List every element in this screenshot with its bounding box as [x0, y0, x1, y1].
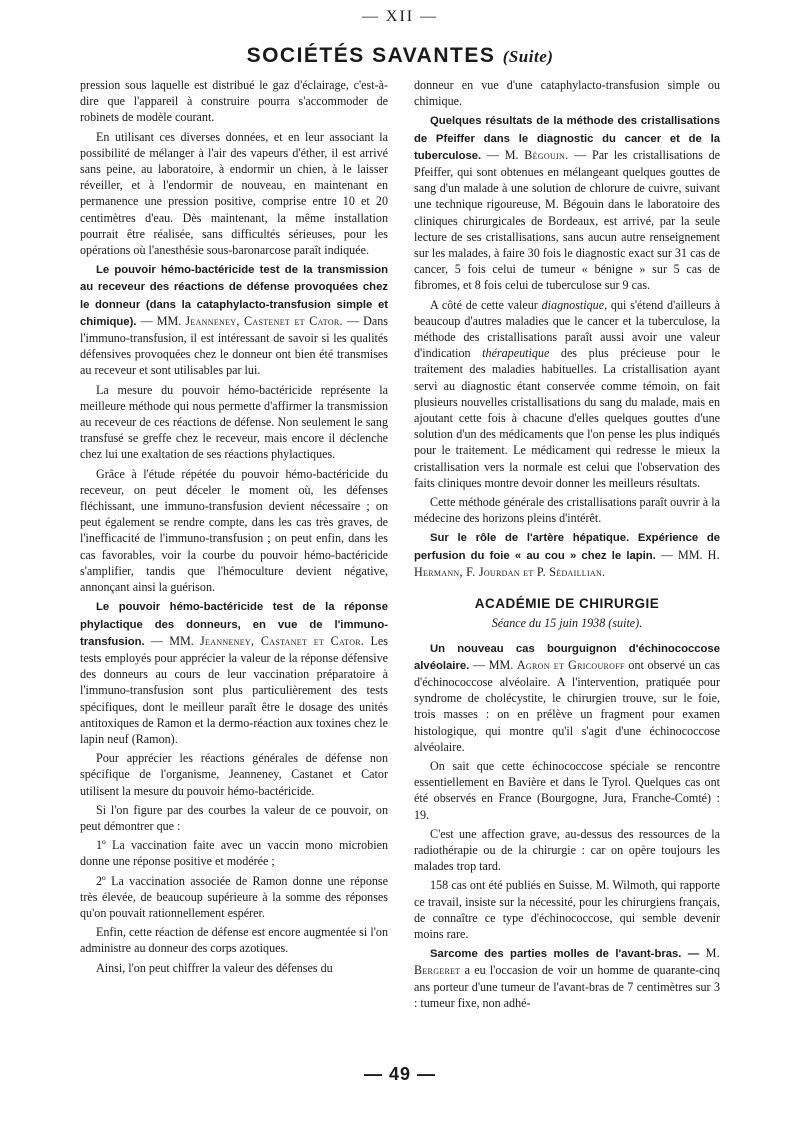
section-title: Sur le rôle de l'artère hépatique. Expérience de perfusion du foie « au cou » chez le lapin.: [414, 532, 720, 562]
authors: Jeanneney, Castanet et Cator.: [200, 633, 365, 648]
paragraph: En utilisant ces diverses données, et en leur associant la possibilité de mélanger à l'air des vapeurs d'éther, il est arrivé sans peine, au laboratoire, à endormir un chien, à le laisser réveiller, et à l'endormir de nouveau, en maintenant en permanence une pression positive, comprise entre 10 et 20 centimètres d'eau. Dès maintenant, la même installation pourrait être réalisée, sans difficultés sérieuses, pour les opérations où l'anesthésie sous-baronarcose paraît indiquée.: [80, 129, 388, 258]
paragraph: Cette méthode générale des cristallisations paraît ouvrir à la médecine des horizons pleins d'intérêt.: [414, 495, 720, 526]
running-title-suite: (Suite): [502, 47, 554, 66]
authors: H. Hermann, F. Jourdan et P. Sédaillian.: [414, 547, 720, 579]
page-number: — 49 —: [363, 1064, 437, 1084]
running-title: [0, 44, 800, 68]
paragraph: Grâce à l'étude répétée du pouvoir hémo-bactéricide du receveur, on peut déceler le moment où, les défenses fléchissant, une immuno-transfusion devient nécessaire ; on peut également se rendre compte, dans les cas très graves, de l'inefficacité de l'immuno-transfusion ; on peut enfin, dans les cas favorables, voir la courbe du pouvoir hémo-bactéricide s'amplifier, tandis que l'hémoculture devient négative, annonçant ainsi la guérison.: [80, 466, 388, 595]
page-roman-numeral: — XII —: [361, 8, 439, 25]
communication-hemo-bactericide-donneurs: Le pouvoir hémo-bactéricide test de la réponse phylactique des donneurs, en vue de l'immuno-transfusion. — MM. Jeanneney, Castanet et Cator. Les tests employés pour apprécier la valeur de la réponse défensive des donneurs au cours de leur vaccination préparatoire à l'immuno-transfusion sont plus particulièrement des tests spécifiques, dont le meilleur paraît être le dosage des unités antitoxiques de Ramon et la dermo-réaction aux toxines chez le lapin neuf (Ramon).: [80, 601, 388, 746]
section-title: Le pouvoir hémo-bactéricide test de la transmission au receveur des réactions de défense provoquées chez le donneur (dans la cataphylacto-transfusion simple et chimique).: [80, 264, 388, 328]
list-item: 1º La vaccination faite avec un vaccin mono microbien donne une réponse positive et modérée ;: [80, 838, 388, 869]
section-title: Quelques résultats de la méthode des cristallisations de Pfeiffer dans le diagnostic du cancer et de la tuberculose.: [414, 115, 720, 162]
paragraph: pression sous laquelle est distribué le gaz d'éclairage, c'est-à-dire que l'appareil à construire pourra s'accommoder de robinets de modèle courant.: [80, 78, 388, 125]
section-title: Sarcome des parties molles de l'avant-bras.: [430, 948, 682, 961]
paragraph: Enfin, cette réaction de défense est encore augmentée si l'on administre au donneur des corps azotiques.: [80, 925, 388, 956]
paragraph: On sait que cette échinococcose spéciale se rencontre essentiellement en Bavière et dans le Tyrol. Quelques cas ont été observés en France (Bourgogne, Jura, Franche-Comté) : 19.: [414, 758, 720, 822]
paragraph: Pour apprécier les réactions générales de défense non spécifique de l'organisme, Jeanneney, Castanet et Cator utilisent la mesure du pouvoir hémo-bactéricide.: [80, 751, 388, 798]
authors: Jeanneney, Castenet et Cator.: [185, 313, 343, 328]
paragraph: donneur en vue d'une cataphylacto-transfusion simple ou chimique.: [414, 78, 720, 109]
communication-sarcome: Sarcome des parties molles de l'avant-bras. — M. Bergeret a eu l'occasion de voir un homme de quarante-cinq ans porteur d'une tumeur de l'avant-bras de 7 centimètres sur 3 : tumeur fixe, non adhé-: [414, 946, 720, 1010]
communication-echinococcose: Un nouveau cas bourguignon d'échinococcose alvéolaire. — MM. Agron et Gricouroff ont observé un cas d'échinococcose alvéolaire. A l'intervention, pratiquée pour syndrome de cholécystite, le chirurgien trouve, sur le foie, trois masses : on en prélève un fragment pour examen histologique, qui montre qu'il s'agit d'une échinococcose alvéolaire.: [414, 642, 720, 754]
section-title: Un nouveau cas bourguignon d'échinococcose alvéolaire.: [414, 642, 720, 672]
running-title-main: SOCIÉTÉS SAVANTES: [246, 44, 496, 67]
list-item: 2º La vaccination associée de Ramon donne une réponse très élevée, de beaucoup supérieure à la somme des réponses qu'on pouvait rationnellement espérer.: [80, 873, 388, 920]
communication-hemo-bactericide-receveur: Le pouvoir hémo-bactéricide test de la transmission au receveur des réactions de défense provoquées chez le donneur (dans la cataphylacto-transfusion simple et chimique). — MM. Jeanneney, Castenet et Cator. — Dans l'immuno-transfusion, il est intéressant de savoir si les qualités défensives provoquées chez le donneur ont bien été transmises au receveur et sont utilisables par lui.: [80, 264, 388, 378]
authors: Bégouin.: [524, 147, 569, 162]
paragraph: Ainsi, l'on peut chiffrer la valeur des défenses du: [96, 960, 333, 975]
communication-cristallisations-pfeiffer: Quelques résultats de la méthode des cristallisations de Pfeiffer dans le diagnostic du cancer et de la tuberculose. — M. Bégouin. — Par les cristallisations de Pfeiffer, qui sont obtenues en mélangeant quelques gouttes de sang d'un malade à une solution de chlorure de cuivre, suivant une technique rigoureuse, M. Bégouin dans le laboratoire des cliniques chirurgicales de Bordeaux, est arrivé, par la seule lecture de ses cristallisations, sans aucun autre renseignement sur les malades, à faire 30 fois le diagnostic exact sur 31 cas de cancer, 5 fois celui de tumeur « bénigne » sur 5 cas de fibromes, et 8 fois celui de tuberculose sur 9 cas.: [414, 115, 720, 293]
right-column: [414, 77, 720, 1014]
left-column: [80, 77, 388, 979]
academie-heading: ACADÉMIE DE CHIRURGIE: [474, 596, 660, 612]
paragraph: Si l'on figure par des courbes la valeur de ce pouvoir, on peut démontrer que :: [80, 802, 388, 833]
authors: M. Bergeret: [414, 946, 720, 978]
seance-date: Séance du 15 juin 1938 (suite).: [491, 616, 643, 631]
paragraph: 158 cas ont été publiés en Suisse. M. Wilmoth, qui rapporte ce travail, insiste sur la nécessité, pour les chirurgiens français, de connaître ce type d'échinococcose, qui semble devenir moins rare.: [414, 878, 720, 941]
authors: Agron et Gricouroff: [516, 657, 625, 672]
paragraph: C'est une affection grave, au-dessus des ressources de la radiothérapie ou de la chirurgie : car on opère toujours les malades trop tard.: [414, 826, 720, 874]
section-title: Le pouvoir hémo-bactéricide test de la réponse phylactique des donneurs, en vue de l'immuno-transfusion.: [80, 601, 388, 648]
paragraph: A côté de cette valeur diagnostique, qui s'étend d'ailleurs à beaucoup d'autres maladies que le cancer et la tuberculose, la méthode des cristallisations paraît aussi avoir une valeur d'indication thérapeutique des plus précieuse pour le traitement des maladies habituelles. La cristallisation ayant servi au diagnostic étant conservée comme témoin, on fait plusieurs nouvelles cristallisations du sang du malade, mais en ajoutant cette fois à chacune d'elles quelques gouttes d'une solution d'un des médicaments que l'on pense les plus indiqués pour le traitement. Le médicament qui redresse le mieux la cristallisation vers la normale est celui que l'observation des faits cliniques montre devoir donner les meilleurs résultats.: [414, 297, 720, 490]
paragraph: La mesure du pouvoir hémo-bactéricide représente la meilleure méthode qui nous permette d'affirmer la transmission au receveur de ces réactions de défense. Non seulement le sang transfusé se greffe chez le receveur, mais encore il déclenche chez lui une exaltation de ses réactions phylactiques.: [80, 382, 388, 462]
communication-artere-hepatique: Sur le rôle de l'artère hépatique. Expérience de perfusion du foie « au cou » chez le lapin. — MM. H. Hermann, F. Jourdan et P. Sédaillian.: [414, 532, 720, 579]
